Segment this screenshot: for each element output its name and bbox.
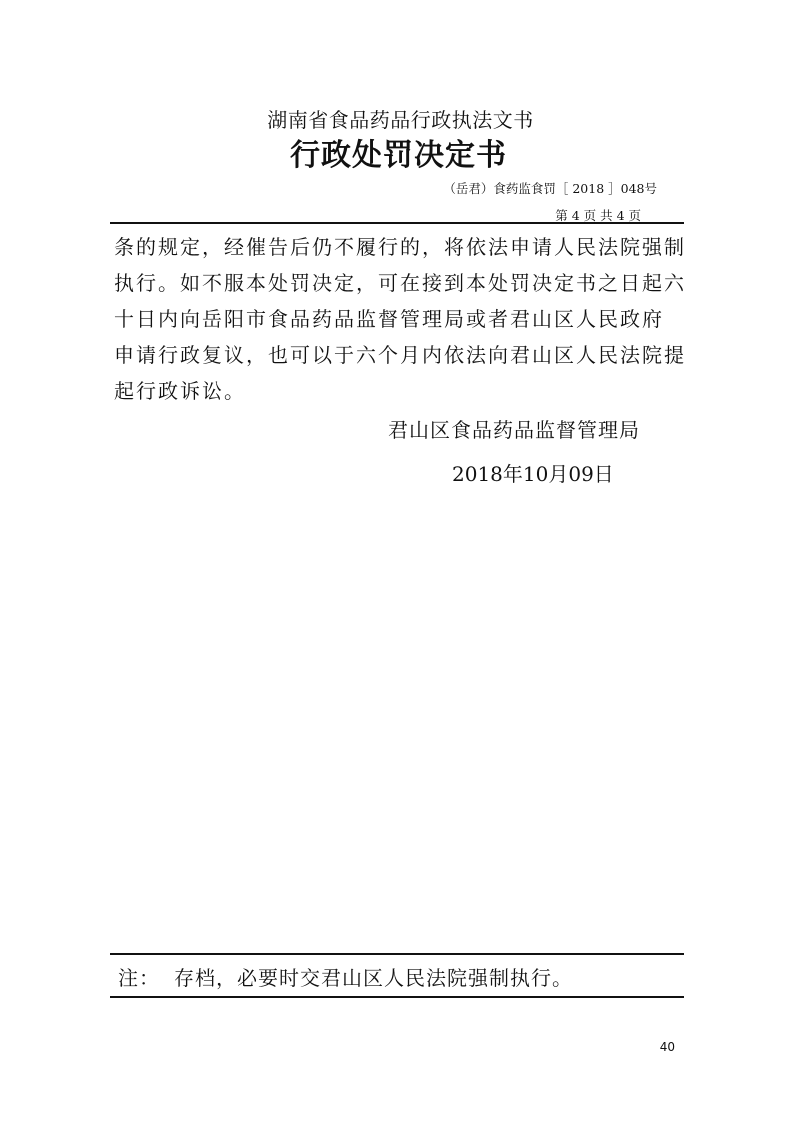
page-number: 40 — [659, 1040, 675, 1054]
note-bottom-divider — [110, 996, 684, 998]
footnote — [118, 962, 573, 991]
note-top-divider — [110, 953, 684, 955]
issue-date: 2018年10月09日 — [452, 462, 614, 486]
body-line: 起行政诉讼。 — [114, 379, 246, 403]
note-text: 存档，必要时交君山区人民法院强制执行。 — [174, 966, 573, 990]
issuing-authority: 君山区食品药品监督管理局 — [388, 418, 640, 442]
header-divider — [110, 222, 684, 224]
note-label: 注： — [118, 966, 160, 990]
document-title: 行政处罚决定书 — [290, 138, 507, 173]
page-indicator: 第 4 页 共 4 页 — [555, 208, 641, 223]
body-paragraph — [114, 229, 686, 409]
document-series-title: 湖南省食品药品行政执法文书 — [267, 108, 534, 132]
body-line: 申请行政复议，也可以于六个月内依法向君山区人民法院提 — [114, 343, 686, 367]
body-line: 条的规定，经催告后仍不履行的，将依法申请人民法院强制 — [114, 235, 686, 259]
body-line: 十日内向岳阳市食品药品监督管理局或者君山区人民政府 — [114, 307, 664, 331]
document-number: （岳君）食药监食罚［ 2018 ］048号 — [443, 181, 657, 196]
body-line: 执行。如不服本处罚决定，可在接到本处罚决定书之日起六 — [114, 271, 686, 295]
